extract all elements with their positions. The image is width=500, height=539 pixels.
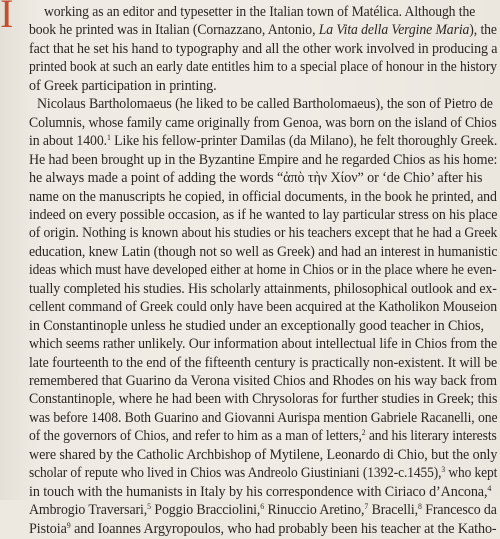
text-line <box>29 150 498 170</box>
footnote-ref: 5 <box>147 502 151 512</box>
footnote-ref: 1 <box>107 133 111 143</box>
text-run: remembered that Guarino da Verona visited Chios and Rhodes on his way back from <box>29 373 497 389</box>
text-line <box>29 334 498 354</box>
text-line <box>44 2 497 22</box>
text-line <box>29 316 497 336</box>
text-run: which seems rather unlikely. Our information about intellectual life in Chios from the <box>29 336 498 353</box>
text-line <box>29 242 498 262</box>
text-run: Pistoia <box>29 520 67 537</box>
text-line <box>29 426 497 446</box>
text-line <box>29 223 498 243</box>
footnote-ref: 7 <box>364 502 369 512</box>
text-run: was before 1408. Both Guarino and Giovanni Aurispa mention Gabriele Racanelli, one <box>29 409 498 426</box>
text-run: cellent command of Greek could only have been acquired at the Katholikon Mouseion <box>29 299 498 316</box>
text-run: of the governors of Chios, and refer to him as a man of letters, <box>29 428 362 445</box>
text-run: name on the manuscripts he copied, in official documents, in the book he printed, and <box>29 188 497 205</box>
drop-cap: I <box>0 0 14 36</box>
text-line <box>29 187 497 207</box>
text-run: fact that he set his hand to typography and all the other work involved in producing a <box>29 40 498 57</box>
text-run: in touch with the humanists in Italy by his correspondence with Ciriaco d’Ancona, <box>29 483 488 500</box>
footnote-ref: 8 <box>418 502 422 512</box>
text-run: Nicolaus Bartholomaeus (he liked to be called Bartholomaeus), the son of Pietro de <box>37 96 493 113</box>
text-line <box>29 260 497 280</box>
footnote-ref: 9 <box>66 520 71 530</box>
text-line <box>29 389 498 409</box>
italic-title: La Vita della Vergine Maria <box>318 22 470 39</box>
text-run: scholar of repute who lived in Chios was Andreolo Giustiniani (1392-c.1455), <box>29 465 442 482</box>
text-line <box>29 113 497 133</box>
text-line <box>29 353 498 373</box>
text-run: book he printed was in Italian (Cornazzano, Antonio, <box>29 22 319 39</box>
text-line <box>29 371 497 391</box>
text-run: tually completed his studies. His scholarly attainments, philosophical outlook and ex- <box>29 280 497 297</box>
text-line <box>29 168 497 188</box>
text-run: Like his fellow-printer Damilas (da Milano), he felt thoroughly Greek. <box>110 133 498 150</box>
text-line <box>29 408 498 428</box>
text-run: Columnis, whose family came originally from Genoa, was born on the island of Chios <box>29 114 497 131</box>
text-run: and his literary interests <box>365 428 497 445</box>
text-line <box>29 500 497 520</box>
text-run: in about 1400. <box>29 133 108 150</box>
text-run: He had been brought up in the Byzantine Empire and he regarded Chios as his home: <box>29 151 498 168</box>
footnote-ref: 2 <box>361 428 366 438</box>
text-run: Ambrogio Traversari, <box>29 502 148 519</box>
text-run: education, knew Latin (though not so well as Greek) and had an interest in humanistic <box>29 243 498 260</box>
text-run: of Greek participation in printing. <box>29 77 217 94</box>
text-run: of origin. Nothing is known about his studies or his teachers except that he had a Greek <box>29 225 498 242</box>
text-run: he always made a point of adding the words “ἀπὸ τὴν Χίον” or ‘de Chio’ after his <box>29 170 483 187</box>
footnote-ref: 6 <box>260 502 265 512</box>
text-line <box>29 57 497 77</box>
text-line <box>29 20 497 40</box>
text-line <box>37 94 497 114</box>
text-line <box>29 131 498 151</box>
text-line <box>29 279 497 299</box>
text-run: Francesco da <box>421 502 497 519</box>
text-run: printed book at such an early date entitles him to a special place of honour in the history <box>29 59 497 76</box>
text-line <box>29 297 498 317</box>
text-run: Bracelli, <box>368 502 419 519</box>
text-run: working as an editor and typesetter in the Italian town of Matélica. Although the <box>44 4 476 20</box>
text-line <box>29 482 497 502</box>
text-line <box>29 39 498 59</box>
text-line <box>29 205 498 225</box>
text-run: ideas which must have developed either at home in Chios or in the place where he even- <box>29 262 497 279</box>
text-run: who kept <box>445 465 498 482</box>
text-run: in Constantinople unless he studied under an exceptionally good teacher in Chios, <box>29 317 484 334</box>
text-run: late fourteenth to the end of the fifteenth century is practically non-existent. It will be <box>29 354 498 371</box>
text-run: indeed on every possible occasion, as if he wanted to lay particular stress on his place <box>29 206 498 223</box>
footnote-ref: 4 <box>487 483 492 493</box>
text-run: Constantinople, where he had been with Chrysoloras for further studies in Greek; this <box>29 391 498 408</box>
text-run: were shared by the Catholic Archbishop of Mytilene, Leonardo di Chio, but the only <box>29 446 498 463</box>
footnote-ref: 3 <box>441 465 446 475</box>
text-run: Rinuccio Aretino, <box>264 502 365 519</box>
text-line <box>29 463 498 483</box>
text-run: and Ioannes Argyropoulos, who had probably been his teacher at the Katho- <box>70 520 497 537</box>
text-line <box>29 445 496 465</box>
text-line <box>29 519 497 539</box>
text-run: ), the <box>469 22 497 39</box>
text-run: Poggio Bracciolini, <box>150 502 261 519</box>
text-line <box>29 76 497 96</box>
